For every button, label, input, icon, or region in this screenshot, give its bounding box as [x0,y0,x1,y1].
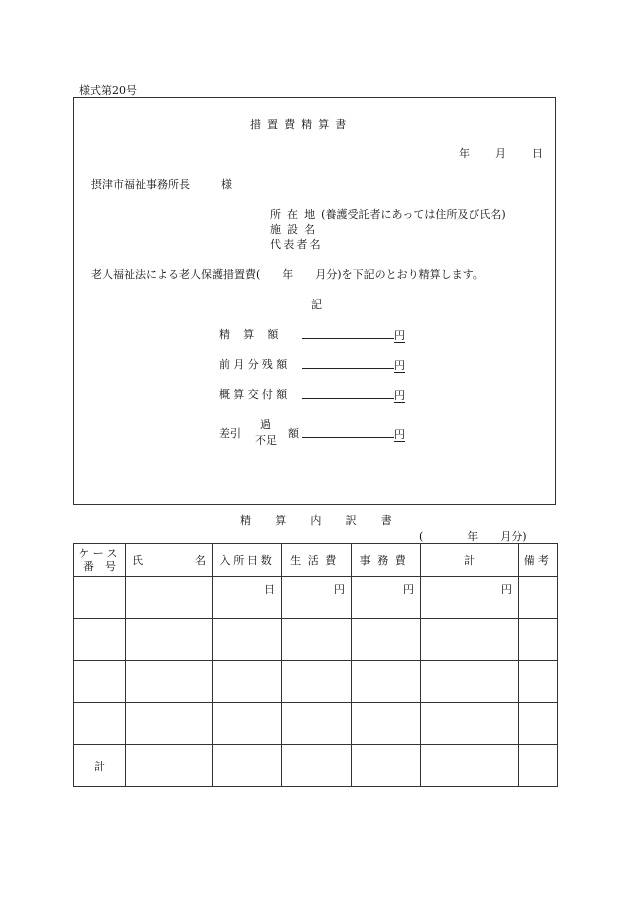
settlement-amount-label: 精算額 [219,328,292,341]
previous-balance-label: 前月分残額 [219,358,291,371]
header-row [74,544,558,577]
office-cost-cell[interactable]: 円 [352,577,421,619]
table-row [74,661,558,703]
difference-prefix: 差引 [219,427,241,440]
name-cell[interactable] [126,619,213,661]
name-cell[interactable] [126,661,213,703]
living-cost-cell[interactable]: 円 [282,577,352,619]
remarks-cell[interactable] [519,619,558,661]
remarks-cell[interactable] [519,577,558,619]
representative-label: 代表者名 [270,238,323,251]
address-note: (養護受託者にあっては住所及び氏名) [321,208,506,221]
date-year: 年 [459,147,470,160]
estimated-grant-label: 概算交付額 [219,388,291,401]
office-cost-cell[interactable] [352,619,421,661]
header-case-number: ケース 番 号 [74,544,126,577]
total-cell[interactable] [421,619,519,661]
case-number-cell[interactable] [74,703,126,745]
breakdown-table [73,543,558,787]
difference-suffix: 額 [288,427,299,440]
settlement-title: 措置費精算書 [250,118,353,131]
days-cell[interactable] [213,661,282,703]
office-cost-cell[interactable] [352,703,421,745]
name-cell[interactable] [126,703,213,745]
yen-unit: 円 [394,329,405,342]
form-number: 様式第20号 [79,84,137,97]
name-cell[interactable] [126,745,213,787]
total-cell[interactable]: 円 [421,577,519,619]
remarks-cell[interactable] [519,745,558,787]
remarks-cell[interactable] [519,703,558,745]
addressee: 摂津市福祉事務所長 [91,178,190,191]
table-row [74,619,558,661]
total-cell[interactable] [421,745,519,787]
total-cell[interactable] [421,661,519,703]
header-remarks: 備考 [519,544,558,577]
settlement-amount-field[interactable] [302,326,405,343]
honorific: 様 [221,178,232,191]
date-month: 月 [495,147,506,160]
days-cell[interactable] [213,703,282,745]
header-living-cost: 生活費 [282,544,352,577]
header-name: 氏 名 [126,544,213,577]
total-row [74,745,558,787]
difference-field[interactable] [302,425,405,442]
yen-unit: 円 [394,428,405,441]
living-cost-cell[interactable] [282,745,352,787]
yen-unit: 円 [394,389,405,402]
facility-label: 施設名 [270,223,322,236]
address-row [270,206,506,222]
case-number-cell[interactable] [74,577,126,619]
header-office-cost: 事務費 [352,544,421,577]
breakdown-title: 精算内訳書 [240,514,416,527]
total-row-label: 計 [74,745,126,787]
office-cost-cell[interactable] [352,661,421,703]
table-row [74,577,558,619]
date-day: 日 [532,147,543,160]
table-row [74,703,558,745]
days-cell[interactable]: 日 [213,577,282,619]
days-cell[interactable] [213,619,282,661]
office-cost-cell[interactable] [352,745,421,787]
yen-unit: 円 [394,359,405,372]
header-total: 計 [421,544,519,577]
living-cost-cell[interactable] [282,619,352,661]
living-cost-cell[interactable] [282,703,352,745]
ki-label: 記 [311,298,322,311]
total-cell[interactable] [421,703,519,745]
case-number-cell[interactable] [74,619,126,661]
header-days: 入所日数 [213,544,282,577]
remarks-cell[interactable] [519,661,558,703]
difference-shortage: 不足 [255,434,277,447]
statement-text: 老人福祉法による老人保護措置費( 年 月分)を下記のとおり精算します。 [91,268,484,281]
difference-excess: 過 [260,418,271,431]
days-cell[interactable] [213,745,282,787]
name-cell[interactable] [126,577,213,619]
breakdown-period: ( 年 月分) [419,530,527,543]
address-label: 所在地 [270,208,322,221]
estimated-grant-field[interactable] [302,386,405,403]
case-number-cell[interactable] [74,661,126,703]
previous-balance-field[interactable] [302,356,405,373]
living-cost-cell[interactable] [282,661,352,703]
